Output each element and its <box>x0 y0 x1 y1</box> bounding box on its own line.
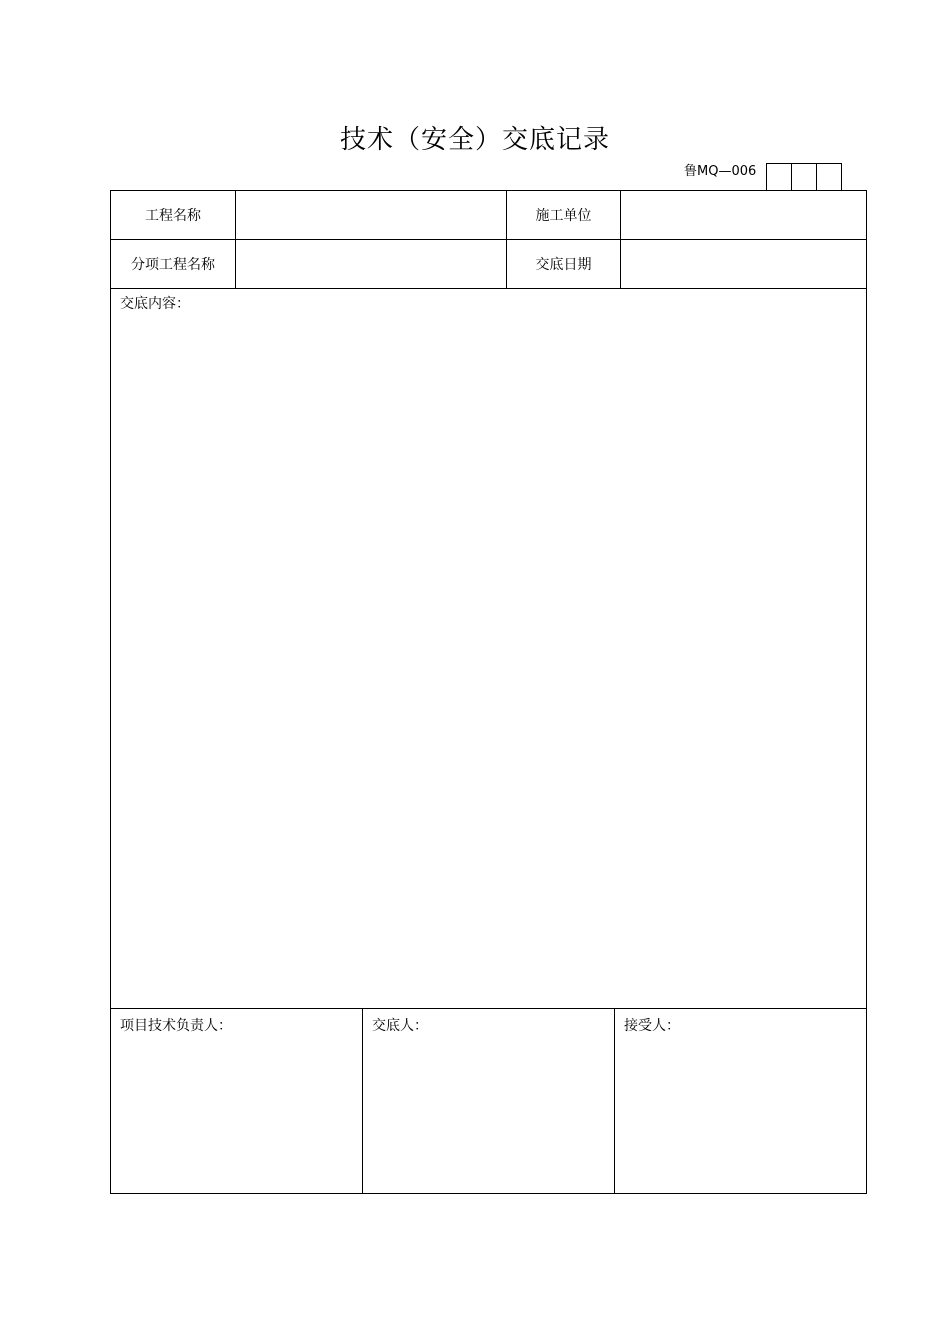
briefer-signature-cell[interactable] <box>363 1009 615 1193</box>
construction-unit-field[interactable] <box>621 191 866 239</box>
serial-number-boxes <box>766 163 842 190</box>
construction-unit-label: 施工单位 <box>507 191 621 239</box>
briefing-date-label: 交底日期 <box>507 240 621 288</box>
briefer-label: 交底人： <box>372 1018 428 1034</box>
signature-row <box>111 1009 866 1193</box>
briefing-date-field[interactable] <box>621 240 866 288</box>
form-code-area <box>684 164 842 190</box>
form-code: 鲁MQ—006 <box>684 164 757 179</box>
serial-box[interactable] <box>767 164 792 190</box>
subproject-info-row <box>111 240 866 289</box>
briefing-form <box>110 190 867 1194</box>
receiver-label: 接受人： <box>624 1018 680 1034</box>
subproject-name-field[interactable] <box>236 240 507 288</box>
serial-box[interactable] <box>817 164 841 190</box>
tech-lead-signature-cell[interactable] <box>111 1009 363 1193</box>
receiver-signature-cell[interactable] <box>615 1009 866 1193</box>
tech-lead-label: 项目技术负责人： <box>120 1018 232 1034</box>
project-info-row <box>111 191 866 240</box>
project-name-label: 工程名称 <box>111 191 236 239</box>
briefing-content-label: 交底内容： <box>120 296 190 312</box>
serial-box[interactable] <box>792 164 817 190</box>
subproject-name-label: 分项工程名称 <box>111 240 236 288</box>
project-name-field[interactable] <box>236 191 507 239</box>
briefing-content-area[interactable] <box>111 289 866 1009</box>
document-title: 技术（安全）交底记录 <box>339 125 610 155</box>
